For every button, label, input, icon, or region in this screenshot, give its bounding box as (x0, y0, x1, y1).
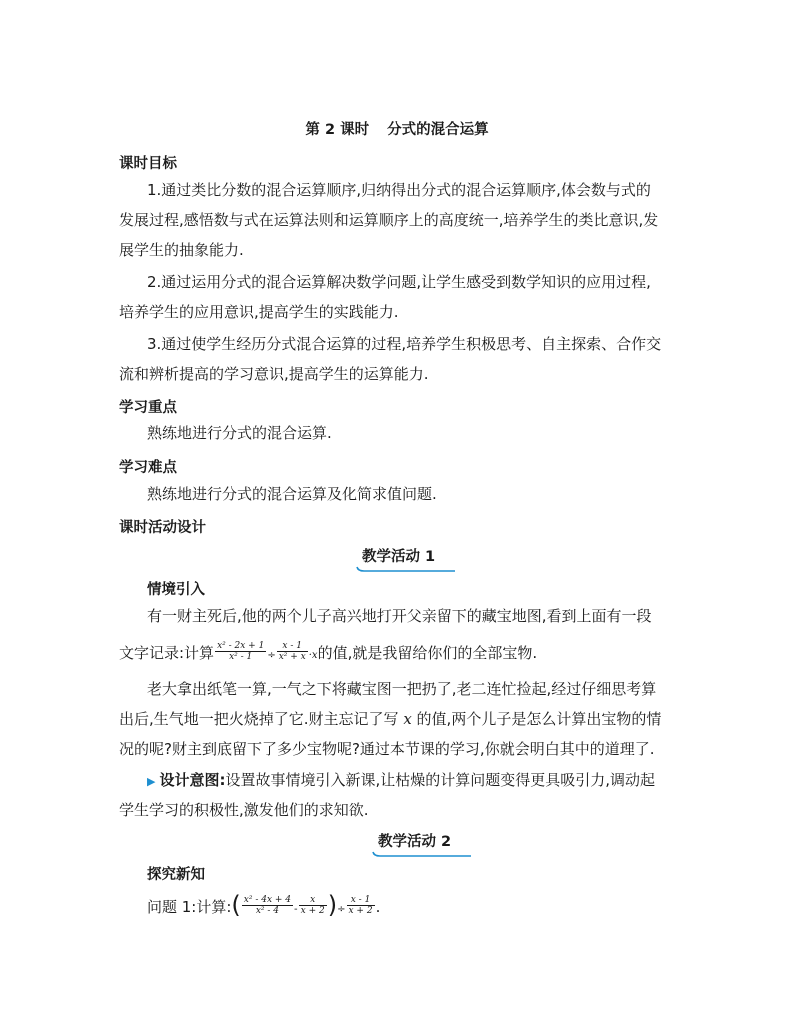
goal1-line3: 展学生的抽象能力. (119, 241, 244, 259)
fraction-1-denominator: x² - 1 (229, 652, 253, 662)
goal2-line2: 培养学生的应用意识,提高学生的实践能力. (119, 303, 399, 321)
q-fraction-1 (242, 895, 293, 916)
design-intent-line1 (147, 773, 655, 789)
question-1 (147, 891, 381, 919)
p2-line2-a: 出后,生气地一把火烧掉了它.财主忘记了写 (119, 710, 404, 728)
activity1-p2-line1: 老大拿出纸笔一算,一气之下将藏宝图一把扔了,老二连忙捡起,经过仔细思考算 (147, 680, 657, 698)
lesson-number: 第 2 课时 (305, 122, 370, 138)
activity-underline-icon (356, 566, 456, 572)
difficulty-heading: 学习难点 (119, 460, 177, 476)
difficulty-text: 熟练地进行分式的混合运算及化简求值问题. (147, 485, 437, 503)
design-intent-label: 设计意图: (159, 771, 226, 789)
design-intent-line2: 学生学习的积极性,激发他们的求知欲. (119, 801, 369, 819)
fraction-2-denominator: x² + x (278, 652, 306, 662)
divide-operator: ÷ (267, 650, 276, 661)
fraction-2 (277, 641, 308, 662)
left-paren: ( (231, 891, 241, 919)
goal2-line1: 2.通过运用分式的混合运算解决数学问题,让学生感受到数学知识的应用过程, (147, 273, 651, 291)
activity2-subheading: 探究新知 (147, 867, 205, 883)
activity2-label (372, 830, 461, 857)
fraction-2-numerator: x - 1 (277, 641, 308, 652)
goals-heading: 课时目标 (119, 156, 177, 172)
goal3-line2: 流和辨析提高的学习意识,提高学生的运算能力. (119, 365, 429, 383)
activity-underline-icon (372, 851, 472, 857)
design-intent-text: 设置故事情境引入新课,让枯燥的计算问题变得更具吸引力,调动起 (225, 771, 656, 789)
key-text: 熟练地进行分式的混合运算. (147, 424, 332, 442)
divide-operator: ÷ (337, 904, 346, 915)
fraction-1 (215, 641, 266, 662)
multiply-x: ·x (308, 650, 318, 661)
q-fraction-2 (299, 895, 327, 916)
activity1-p2-line2 (119, 712, 661, 727)
activity2-label-text: 教学活动 2 (378, 834, 452, 850)
question-1-prefix: 问题 1:计算: (147, 898, 232, 916)
activity1-p1-line2 (119, 643, 537, 664)
page-title (0, 118, 794, 139)
q-fraction-1-numerator: x² - 4x + 4 (243, 895, 292, 905)
goal1-line2: 发展过程,感悟数与式在运算法则和运算顺序上的高度统一,培养学生的类比意识,发 (119, 211, 659, 229)
triangle-marker-icon: ▶ (147, 775, 156, 788)
design-heading: 课时活动设计 (119, 520, 206, 536)
p1-suffix: 的值,就是我留给你们的全部宝物. (317, 644, 538, 662)
activity1-subheading: 情境引入 (147, 582, 205, 598)
goal3-line1: 3.通过使学生经历分式混合运算的过程,培养学生积极思考、自主探索、合作交 (147, 335, 662, 353)
question-1-end: . (375, 898, 381, 916)
q-fraction-2-denominator: x + 2 (300, 906, 325, 916)
activity1-p2-line3: 况的呢?财主到底留下了多少宝物呢?通过本节课的学习,你就会明白其中的道理了. (119, 740, 655, 758)
fraction-1-numerator: x² - 2x + 1 (217, 641, 265, 651)
p1-prefix: 文字记录:计算 (119, 644, 215, 662)
key-heading: 学习重点 (119, 400, 177, 416)
activity1-label-text: 教学活动 1 (362, 549, 436, 565)
activity1-p1-line1: 有一财主死后,他的两个儿子高兴地打开父亲留下的藏宝地图,看到上面有一段 (147, 607, 652, 625)
minus-operator: - (294, 904, 298, 915)
right-paren: ) (327, 891, 338, 919)
q-fraction-3 (347, 895, 375, 916)
q-fraction-3-numerator: x - 1 (347, 895, 375, 906)
variable-x: x (403, 710, 412, 728)
p2-line2-b: 的值,两个儿子是怎么计算出宝物的情 (411, 710, 662, 728)
activity1-label (356, 545, 445, 572)
q-fraction-1-denominator: x² - 4 (255, 906, 280, 916)
q-fraction-3-denominator: x + 2 (348, 906, 373, 916)
lesson-topic: 分式的混合运算 (387, 122, 489, 138)
goal1-line1: 1.通过类比分数的混合运算顺序,归纳得出分式的混合运算顺序,体会数与式的 (147, 181, 651, 199)
q-fraction-2-numerator: x (299, 895, 327, 906)
